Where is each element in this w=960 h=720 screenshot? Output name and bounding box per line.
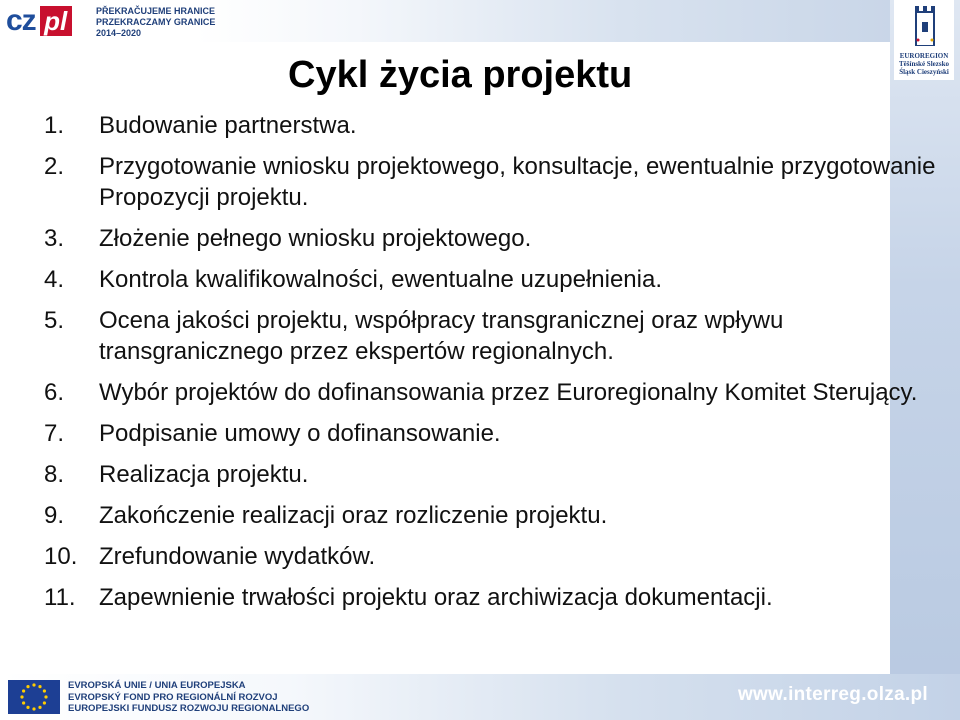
step-text: Ocena jakości projektu, współpracy transgranicznej oraz wpływu transgranicznego przez ekspertów regionalnych. bbox=[99, 307, 784, 365]
step-number: 5. bbox=[44, 307, 65, 334]
step-text: Realizacja projektu. bbox=[99, 461, 309, 488]
eu-funding-text bbox=[68, 680, 309, 715]
steps-list bbox=[44, 110, 944, 623]
step-text: Przygotowanie wniosku projektowego, konsultacje, ewentualnie przygotowanie Propozycji projektu. bbox=[99, 153, 936, 211]
step-number: 1. bbox=[44, 112, 65, 139]
list-item bbox=[44, 500, 944, 531]
euroregion-caption-line: Śląsk Cieszyński bbox=[899, 68, 949, 76]
czpl-logo bbox=[6, 4, 72, 38]
logo-cz: cz bbox=[6, 4, 36, 37]
list-item bbox=[44, 151, 944, 213]
eu-line: EVROPSKÁ UNIE / UNIA EUROPEJSKA bbox=[68, 680, 246, 691]
step-number: 7. bbox=[44, 420, 65, 447]
list-item bbox=[44, 582, 944, 613]
slide-title: Cykl życia projektu bbox=[288, 54, 633, 96]
list-item bbox=[44, 541, 944, 572]
step-number: 10. bbox=[44, 543, 78, 570]
euroregion-tower-icon bbox=[914, 4, 936, 46]
step-number: 4. bbox=[44, 266, 65, 293]
step-text: Podpisanie umowy o dofinansowanie. bbox=[99, 420, 501, 447]
program-line-pl: PRZEKRACZAMY GRANICE bbox=[96, 17, 216, 27]
program-name bbox=[96, 6, 215, 39]
top-banner bbox=[0, 0, 890, 42]
eu-line: EVROPSKÝ FOND PRO REGIONÁLNÍ ROZVOJ bbox=[68, 691, 278, 703]
bottom-banner bbox=[0, 674, 960, 720]
euroregion-logo bbox=[894, 0, 954, 80]
list-item bbox=[44, 264, 944, 295]
step-number: 2. bbox=[44, 153, 65, 180]
program-line-cz: PŘEKRAČUJEME HRANICE bbox=[96, 6, 216, 16]
step-text: Zrefundowanie wydatków. bbox=[99, 543, 376, 570]
step-number: 3. bbox=[44, 225, 65, 252]
eu-line: EUROPEJSKI FUNDUSZ ROZWOJU REGIONALNEGO bbox=[68, 703, 310, 714]
step-text: Kontrola kwalifikowalności, ewentualne uzupełnienia. bbox=[99, 266, 663, 293]
step-text: Zapewnienie trwałości projektu oraz archiwizacja dokumentacji. bbox=[99, 584, 773, 611]
program-years: 2014–2020 bbox=[96, 28, 142, 38]
step-number: 8. bbox=[44, 461, 65, 488]
step-text: Złożenie pełnego wniosku projektowego. bbox=[99, 225, 532, 252]
step-text: Zakończenie realizacji oraz rozliczenie projektu. bbox=[99, 502, 608, 529]
euroregion-caption-line: Těšínské Slezsko bbox=[899, 60, 949, 68]
list-item bbox=[44, 418, 944, 449]
step-number: 9. bbox=[44, 502, 65, 529]
website-link[interactable]: www.interreg.olza.pl bbox=[737, 684, 928, 705]
euroregion-caption bbox=[894, 52, 954, 76]
step-text: Budowanie partnerstwa. bbox=[99, 112, 357, 139]
list-item bbox=[44, 459, 944, 490]
list-item bbox=[44, 223, 944, 254]
logo-pl: pl bbox=[40, 6, 72, 36]
eu-flag-icon bbox=[8, 680, 60, 714]
step-text: Wybór projektów do dofinansowania przez Euroregionalny Komitet Sterujący. bbox=[99, 379, 918, 406]
list-item bbox=[44, 305, 944, 367]
step-number: 11. bbox=[44, 584, 76, 611]
euroregion-caption-line: EUROREGION bbox=[899, 52, 949, 60]
list-item bbox=[44, 377, 944, 408]
step-number: 6. bbox=[44, 379, 65, 406]
list-item bbox=[44, 110, 944, 141]
